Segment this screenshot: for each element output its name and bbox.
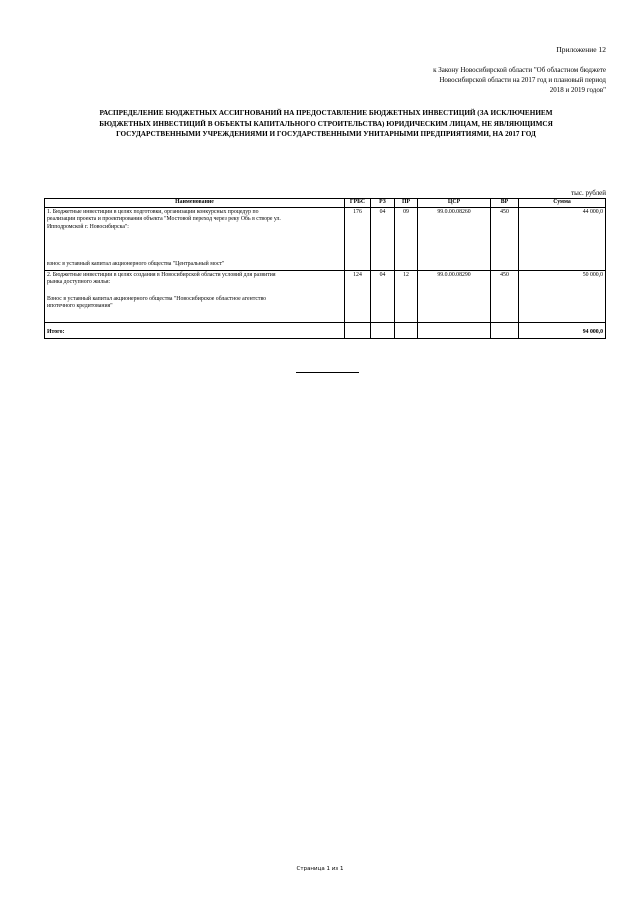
total-empty-cell: [418, 322, 491, 338]
header-csr: ЦСР: [418, 199, 491, 208]
header-pr: ПР: [395, 199, 418, 208]
row-name-cell: [45, 270, 345, 322]
row-name-note: взнос в уставный капитал акционерного общества "Центральный мост": [47, 261, 225, 267]
total-empty-cell: [345, 322, 371, 338]
header-sum: Сумма: [519, 199, 606, 208]
budget-table: [44, 198, 606, 339]
title-line-1: РАСПРЕДЕЛЕНИЕ БЮДЖЕТНЫХ АССИГНОВАНИЙ НА ПРЕДОСТАВЛЕНИЕ БЮДЖЕТНЫХ ИНВЕСТИЦИЙ (ЗА ИСКЛЮЧЕНИЕМ: [99, 109, 553, 117]
divider-line: [296, 372, 359, 373]
header-name: Наименование: [45, 199, 345, 208]
table-row: [45, 207, 606, 270]
row-sum: 50 000,0: [519, 270, 606, 322]
total-sum: 94 000,0: [519, 322, 606, 338]
total-empty-cell: [491, 322, 519, 338]
row-name-line: 1. Бюджетные инвестиции в целях подготовки, организации конкурсных процедур по: [47, 208, 259, 215]
law-line-2: Новосибирской области на 2017 год и плановый период: [439, 76, 606, 84]
row-name-line: 2. Бюджетные инвестиции в целях создания в Новосибирской области условий для развития: [47, 271, 276, 278]
law-reference: [346, 65, 606, 95]
row-pr: 09: [395, 207, 418, 270]
law-line-3: 2018 и 2019 годов": [549, 86, 606, 94]
row-name-note: Взнос в уставный капитал акционерного общества "Новосибирское областное агентство: [47, 295, 267, 302]
total-empty-cell: [371, 322, 395, 338]
header-rz: РЗ: [371, 199, 395, 208]
row-csr: 99.0.00.08260: [418, 207, 491, 270]
table-header-row: [45, 199, 606, 208]
total-label: Итого:: [45, 322, 345, 338]
row-rz: 04: [371, 207, 395, 270]
row-name-note: ипотечного кредитования": [47, 303, 113, 309]
table-row: [45, 270, 606, 322]
appendix-label: Приложение 12: [556, 45, 606, 54]
table-total-row: [45, 322, 606, 338]
row-name-line: рынка доступного жилья:: [47, 279, 111, 285]
row-csr: 99.0.00.08290: [418, 270, 491, 322]
row-name-line: Ипподромской г. Новосибирска":: [47, 223, 129, 230]
title-line-3: ГОСУДАРСТВЕННЫМИ УЧРЕЖДЕНИЯМИ И ГОСУДАРСТВЕННЫМИ УНИТАРНЫМИ ПРЕДПРИЯТИЯМИ, НА 2017 ГОД: [116, 130, 536, 138]
row-vr: 450: [491, 270, 519, 322]
units-label: тыс. рублей: [571, 189, 606, 197]
row-vr: 450: [491, 207, 519, 270]
header-grbs: ГРБС: [345, 199, 371, 208]
document-title: [55, 108, 597, 140]
row-pr: 12: [395, 270, 418, 322]
row-rz: 04: [371, 270, 395, 322]
header-vr: ВР: [491, 199, 519, 208]
total-empty-cell: [395, 322, 418, 338]
row-name-line: реализации проекта и проектирования объекта "Мостовой переход через реку Обь в створе ул.: [47, 216, 281, 222]
law-line-1: к Закону Новосибирской области "Об областном бюджете: [433, 66, 606, 74]
row-grbs: 176: [345, 207, 371, 270]
row-sum: 44 000,0: [519, 207, 606, 270]
title-line-2: БЮДЖЕТНЫХ ИНВЕСТИЦИЙ В ОБЪЕКТЫ КАПИТАЛЬНОГО СТРОИТЕЛЬСТВА) ЮРИДИЧЕСКИМ ЛИЦАМ, НЕ ЯВЛЯЮЩИМСЯ: [99, 119, 553, 128]
row-grbs: 124: [345, 270, 371, 322]
row-name-cell: [45, 207, 345, 270]
page-footer: Страница 1 из 1: [296, 866, 344, 872]
